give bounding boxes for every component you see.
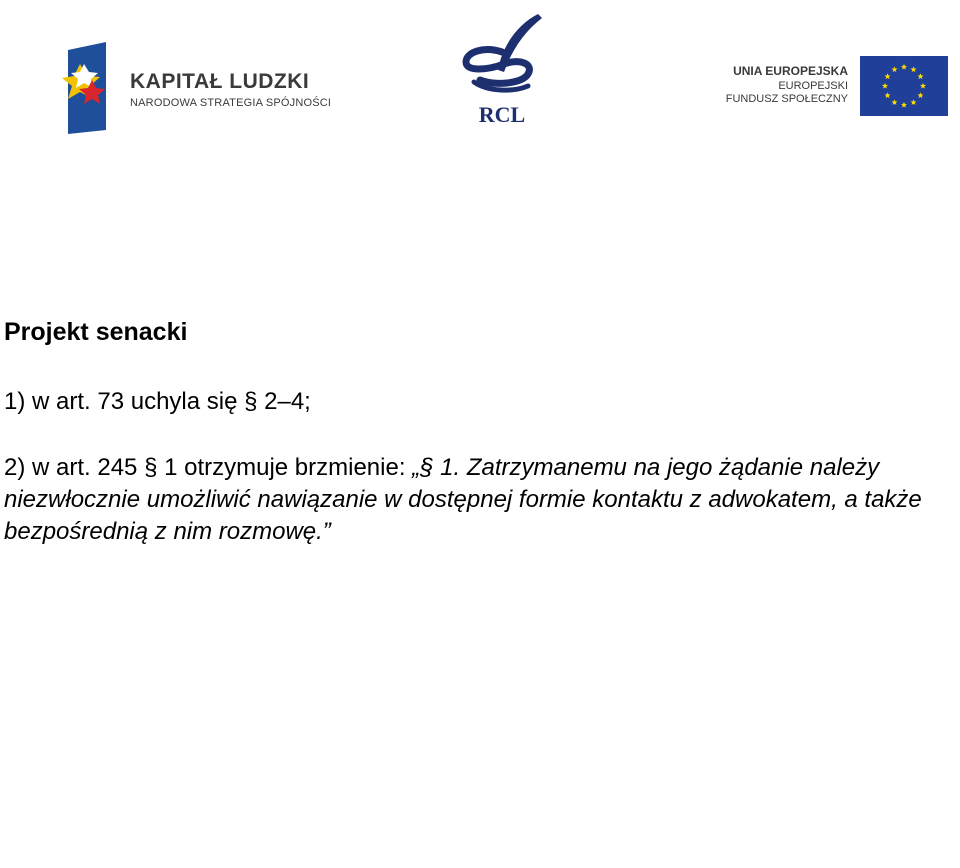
kapital-ludzki-title: KAPITAŁ LUDZKI bbox=[130, 70, 310, 93]
amendment-item-2 bbox=[4, 452, 954, 548]
amendment-item-2-prefix: 2) w art. 245 § 1 otrzymuje brzmienie: bbox=[4, 454, 406, 481]
kapital-ludzki-subtitle: NARODOWA STRATEGIA SPÓJNOŚCI bbox=[130, 97, 332, 109]
eu-logo bbox=[725, 56, 948, 116]
page-header bbox=[0, 0, 960, 150]
kapital-ludzki-logo bbox=[60, 40, 330, 136]
eu-line-1: UNIA EUROPEJSKA bbox=[733, 64, 848, 78]
amendment-item-1: 1) w art. 73 uchyla się § 2–4; bbox=[4, 388, 311, 415]
amendment-item-2-quote: „§ 1. Zatrzymanemu na jego żądanie należy niezwłocznie umożliwić nawiązanie w dostępnej formie kontaktu z adwokatem, a także bezpośrednią z nim rozmowę.” bbox=[4, 454, 922, 545]
kapital-ludzki-emblem-icon bbox=[60, 42, 110, 134]
eu-line-3: FUNDUSZ SPOŁECZNY bbox=[725, 93, 848, 105]
rcl-label: RCL bbox=[478, 102, 526, 127]
document-body bbox=[4, 316, 954, 548]
quill-emblem-icon bbox=[458, 12, 546, 104]
eu-flag-icon bbox=[860, 56, 948, 116]
eu-line-2: EUROPEJSKI bbox=[778, 80, 848, 92]
document-title: Projekt senacki bbox=[4, 318, 188, 346]
rcl-logo bbox=[458, 12, 546, 130]
